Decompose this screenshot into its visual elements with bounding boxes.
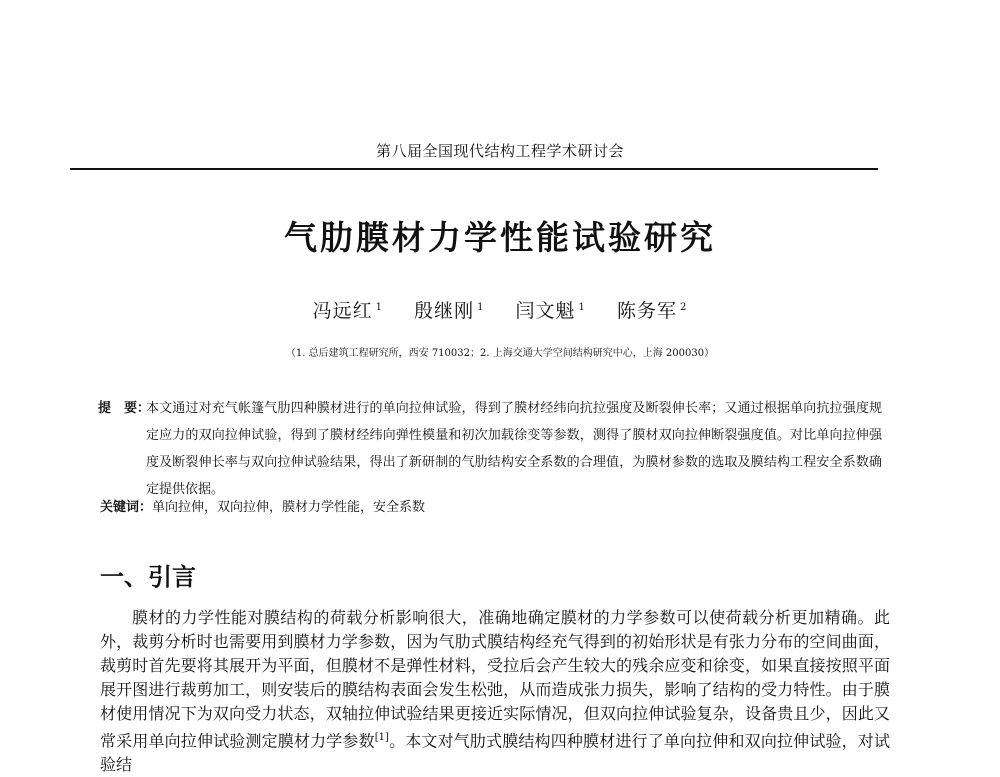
- author-name: 冯远红: [312, 300, 373, 322]
- keywords-label: 关键词：: [100, 500, 153, 515]
- keywords: [100, 496, 425, 515]
- abstract-text: 本文通过对充气帐篷气肋四种膜材进行的单向拉伸试验，得到了膜材经纬向抗拉强度及断裂伸长率；又通过根据单向抗拉强度规定应力的双向拉伸试验，得到了膜材经纬向弹性模量和初次加载徐变等参数，测得了膜材双向拉伸断裂强度值。对比单向拉伸强度及断裂伸长率与双向拉伸试验结果，得出了新研制的气肋结构安全系数的合理值，为膜材参数的选取及膜结构工程安全系数确定提供依据。: [146, 401, 882, 497]
- author: [313, 296, 383, 323]
- author-list: [0, 296, 1000, 323]
- author-name: 陈务军: [616, 300, 677, 322]
- body-text-tail: 。本文对气肋式膜结构四种膜材进行了单向拉伸和双向拉伸试验，对试验结: [100, 731, 890, 775]
- affiliations: （1. 总后建筑工程研究所，西安 710032；2. 上海交通大学空间结构研究中心，上海 200030）: [285, 348, 715, 359]
- conference-header: 第八届全国现代结构工程学术研讨会: [375, 142, 624, 160]
- author: [414, 296, 484, 323]
- body-paragraph: [100, 606, 890, 777]
- header-rule: [70, 168, 878, 170]
- paper-title: 气肋膜材力学性能试验研究: [284, 218, 716, 257]
- abstract-label: 提 要：: [98, 401, 151, 416]
- author-name: 闫文魁: [515, 300, 576, 322]
- author: [617, 296, 687, 323]
- citation-ref: [1]: [374, 732, 389, 743]
- keywords-text: 单向拉伸，双向拉伸，膜材力学性能，安全系数: [152, 500, 426, 515]
- author: [516, 296, 586, 323]
- abstract: [100, 395, 882, 503]
- author-name: 殷继刚: [414, 300, 475, 322]
- author-affiliation-mark: 2: [679, 301, 688, 313]
- author-affiliation-mark: 1: [578, 301, 586, 313]
- body-text: 膜材的力学性能对膜结构的荷载分析影响很大，准确地确定膜材的力学参数可以使荷载分析更加精确。此外，裁剪分析时也需要用到膜材力学参数，因为气肋式膜结构经充气得到的初始形状是有张力分布的空间曲面，裁剪时首先要将其展开为平面，但膜材不是弹性材料，受拉后会产生较大的残余应变和徐变，如果直接按照平面展开图进行裁剪加工，则安装后的膜结构表面会发生松弛，从而造成张力损失，影响了结构的受力特性。由于膜材使用情况下为双向受力状态，双轴拉伸试验结果更接近实际情况，但双向拉伸试验复杂，设备贵且少，因此又常采用单向拉伸试验测定膜材力学参数: [100, 608, 890, 751]
- author-affiliation-mark: 1: [477, 301, 485, 313]
- section-heading: 一、引言: [100, 563, 196, 591]
- author-affiliation-mark: 1: [375, 301, 384, 313]
